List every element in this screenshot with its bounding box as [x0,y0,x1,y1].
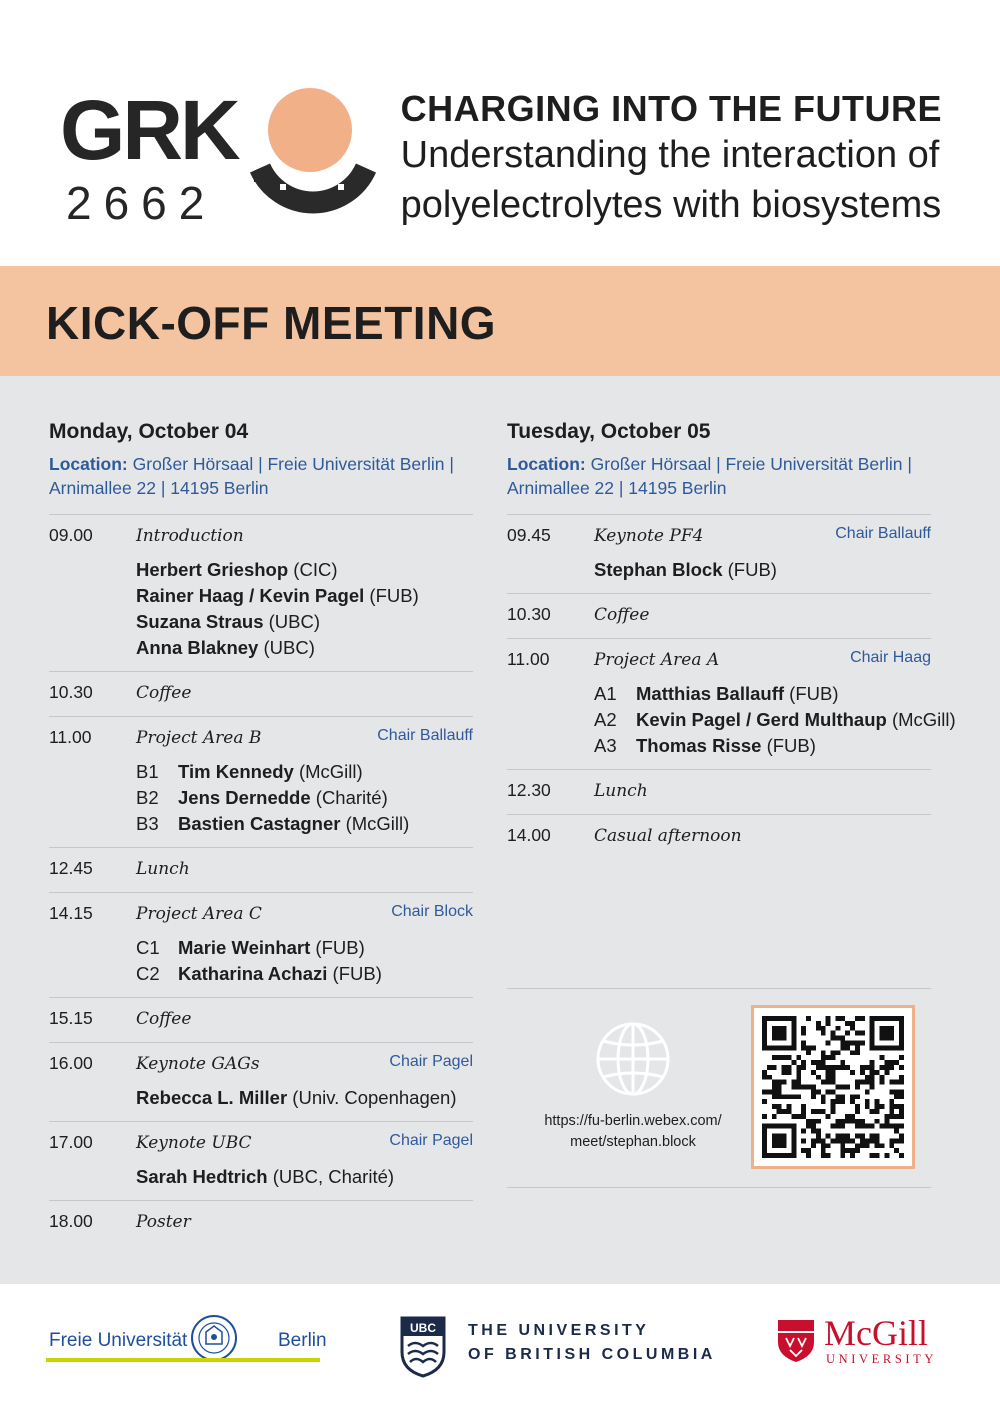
mcgill-subtitle: UNIVERSITY [826,1352,937,1366]
speaker [594,733,931,759]
speaker-affiliation: (Univ. Copenhagen) [287,1087,457,1108]
speaker-name: Suzana Straus [136,611,264,632]
session [507,770,931,815]
fu-berlin-logo [46,1314,327,1360]
speaker [594,557,931,583]
speaker-name: Herbert Grieshop [136,559,289,580]
session [507,594,931,639]
session-header [49,1008,473,1032]
session [507,515,931,594]
speaker-affiliation: (FUB) [364,585,419,606]
session-title: Project Area C [136,904,262,924]
speaker-name: Rebecca L. Miller [136,1087,288,1108]
speaker [136,557,473,583]
session-time: 15.15 [49,1008,93,1028]
logo-number: 2662 [66,177,217,229]
session-header [49,1132,473,1156]
session-title: Project Area B [136,728,262,748]
session-header [49,1211,473,1235]
speaker-list [136,557,473,661]
speaker [136,1164,473,1190]
session-chair: Chair Ballauff [835,525,931,542]
session-title: Poster [136,1212,191,1232]
session-title: Keynote UBC [136,1133,252,1153]
session-time: 16.00 [49,1053,93,1073]
qr-code[interactable] [751,1005,915,1169]
session-time: 11.00 [507,649,550,669]
project-code: A1 [594,683,617,704]
speaker-name: Thomas Risse [636,735,762,756]
speaker [136,785,473,811]
location-label: Location: [507,454,586,474]
session-header [49,727,473,751]
session [507,815,931,859]
fu-underline [46,1358,320,1362]
speaker-affiliation: (FUB) [310,937,365,958]
session-title: Lunch [136,859,190,879]
speaker-name: Bastien Castagner [178,813,341,834]
project-code: B3 [136,813,159,834]
header [0,0,1000,266]
webex-url-line-2: meet/stephan.block [570,1134,696,1150]
session-header [507,649,931,673]
session-title: Coffee [136,683,192,703]
session [49,893,473,998]
speaker-affiliation: (FUB) [784,683,839,704]
speaker [136,635,473,661]
logo-circle-icon [246,84,376,224]
speaker [136,935,473,961]
session-header [49,858,473,882]
session-title: Keynote PF4 [594,526,704,546]
session-time: 09.45 [507,525,551,545]
session-chair: Chair Block [391,903,473,920]
speaker-name: Tim Kennedy [178,761,294,782]
speaker-affiliation: (FUB) [327,963,382,984]
session-time: 12.45 [49,858,93,878]
mcgill-name: McGill [824,1313,928,1353]
session-time: 09.00 [49,525,93,545]
session-time: 18.00 [49,1211,93,1231]
ubc-name-line-2: OF BRITISH COLUMBIA [468,1346,716,1363]
qr-code-image [762,1016,904,1158]
project-code: A2 [594,709,617,730]
grk-logo [60,84,380,234]
banner [0,266,1000,376]
session [49,1122,473,1201]
session-time: 10.30 [507,604,551,624]
session-time: 10.30 [49,682,93,702]
speaker-list [136,1085,473,1111]
location-line-2: Arnimallee 22 | 14195 Berlin [507,478,727,498]
session-chair: Chair Pagel [389,1053,473,1070]
session-time: 14.00 [507,825,551,845]
session-header [49,903,473,927]
monday-sessions [49,515,473,1245]
ubc-crest-text: UBC [410,1321,436,1335]
fu-name-right: Berlin [278,1330,327,1351]
session-chair: Chair Haag [850,649,931,666]
project-code: C2 [136,963,160,984]
speaker [136,609,473,635]
subtitle-line-1: Understanding the interaction of [400,134,940,176]
qr-modules [762,1016,904,1158]
speaker-affiliation: (UBC, Charité) [267,1166,395,1187]
session-header [49,525,473,549]
session-title: Introduction [136,526,244,546]
session-header [507,825,931,849]
session [49,1201,473,1245]
speaker-name: Jens Dernedde [178,787,311,808]
speaker-name: Anna Blakney [136,637,259,658]
session [49,515,473,672]
session-time: 12.30 [507,780,551,800]
session-time: 11.00 [49,727,92,747]
project-code: A3 [594,735,617,756]
ubc-crest-icon [400,1316,446,1378]
tuesday-sessions [507,515,956,859]
speaker-affiliation: (FUB) [722,559,777,580]
speaker-list [136,935,473,987]
speaker-affiliation: (CIC) [288,559,338,580]
session-header [507,525,931,549]
speaker-affiliation: (Charité) [310,787,388,808]
project-code: C1 [136,937,160,958]
session-header [507,780,931,804]
session-title: Project Area A [594,650,720,670]
session [49,717,473,848]
ubc-name-line-1: THE UNIVERSITY [468,1322,650,1339]
location-line-1: Großer Hörsaal | Freie Universität Berlin | [590,454,912,474]
speaker-affiliation: (UBC) [258,637,315,658]
session [49,672,473,717]
speaker-list [594,557,931,583]
speaker [136,811,473,837]
session-chair: Chair Pagel [389,1132,473,1149]
session-time: 17.00 [49,1132,93,1152]
session-title: Lunch [594,781,648,801]
session-chair: Chair Ballauff [377,727,473,744]
speaker-affiliation: (UBC) [263,611,321,632]
speaker-list [136,1164,473,1190]
session-title: Keynote GAGs [136,1054,260,1074]
day-heading: Tuesday, October 05 [507,420,711,443]
day-heading: Monday, October 04 [49,420,249,443]
mcgill-shield-icon [776,1318,816,1364]
project-code: B1 [136,761,159,782]
location [507,452,931,500]
session-title: Casual afternoon [594,826,742,846]
fu-seal-icon [190,1314,238,1362]
logo-text: GRK [60,83,238,177]
session-title: Coffee [594,605,650,625]
speaker [136,759,473,785]
session-title: Coffee [136,1009,192,1029]
webex-link[interactable] [527,1111,739,1153]
session-header [49,1053,473,1077]
speaker-list [136,759,473,837]
speaker-name: Stephan Block [594,559,723,580]
footer [0,1284,1000,1414]
speaker-affiliation: (McGill) [340,813,410,834]
speaker [136,583,473,609]
session-header [507,604,931,628]
speaker [136,1085,473,1111]
subtitle-line-2: polyelectrolytes with biosystems [400,184,942,226]
speaker-affiliation: (FUB) [761,735,816,756]
location [49,452,473,500]
speaker-affiliation: (McGill) [293,761,363,782]
speaker-list [594,681,956,759]
speaker-name: Katharina Achazi [178,963,328,984]
speaker-affiliation: (McGill) [886,709,956,730]
project-code: B2 [136,787,159,808]
tuesday-column [507,420,956,859]
location-label: Location: [49,454,128,474]
monday-column [49,420,473,1245]
program [0,376,1000,1284]
webex-url-line-1: https://fu-berlin.webex.com/ [544,1113,722,1129]
banner-title: KICK-OFF MEETING [46,297,497,349]
webex-box [507,988,931,1188]
speaker-name: Sarah Hedtrich [136,1166,268,1187]
speaker-name: Rainer Haag / Kevin Pagel [136,585,365,606]
session [49,848,473,893]
speaker-name: Matthias Ballauff [636,683,785,704]
session [49,998,473,1043]
fu-name-left: Freie Universität [49,1330,188,1351]
location-line-1: Großer Hörsaal | Freie Universität Berlin | [132,454,454,474]
main-title: CHARGING INTO THE FUTURE [400,88,942,129]
session [49,1043,473,1122]
title-block [401,88,942,230]
session-time: 14.15 [49,903,93,923]
speaker [594,707,956,733]
speaker-name: Kevin Pagel / Gerd Multhaup [636,709,887,730]
session [507,639,956,770]
globe-icon [595,1021,671,1097]
speaker [136,961,473,987]
location-line-2: Arnimallee 22 | 14195 Berlin [49,478,269,498]
speaker [594,681,931,707]
speaker-name: Marie Weinhart [178,937,311,958]
session-header [49,682,473,706]
